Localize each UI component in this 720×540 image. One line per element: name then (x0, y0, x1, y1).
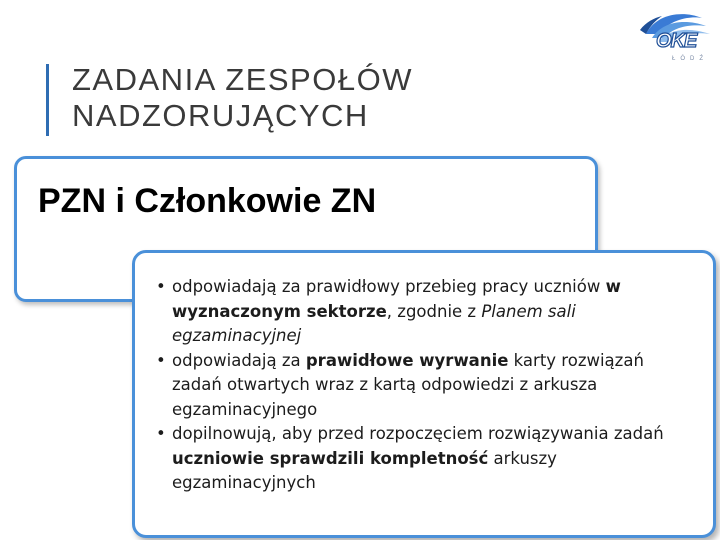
bullet-text: odpowiadają za prawidłowy przebieg pracy uczniów (172, 277, 606, 296)
bullet-emphasis: prawidłowe wyrwanie (305, 350, 509, 370)
bullet-text: arkuszy egzaminacyjnych (172, 448, 557, 492)
bullet-item (154, 422, 694, 496)
bullet-text: , zgodnie z (386, 301, 482, 321)
bullet-text: karty rozwiązań zadań otwartych wraz z kartą odpowiedzi z arkusza egzaminacyjnego (172, 350, 644, 419)
bullet-text: odpowiadają za (172, 350, 306, 370)
bullet-emphasis: uczniowie sprawdzili kompletność (172, 448, 489, 468)
bullet-emphasis: w wyznaczonym sektorze (172, 277, 621, 321)
logo-text: OKE (656, 30, 697, 52)
title-accent-bar (46, 64, 49, 136)
box-title: PZN i Członkowie ZN (38, 182, 377, 220)
bullet-italic: Planem sali egzaminacyjnej (172, 301, 576, 345)
slide-title: ZADANIA ZESPOŁÓW NADZORUJĄCYCH (72, 62, 413, 133)
bullet-text: dopilnowują, aby przed rozpoczęciem rozwiązywania zadań (172, 424, 664, 443)
bullet-list (154, 275, 694, 496)
logo-subtext: ŁÓDŹ (672, 56, 709, 62)
bullet-item (154, 275, 694, 349)
bullet-item (154, 349, 694, 423)
